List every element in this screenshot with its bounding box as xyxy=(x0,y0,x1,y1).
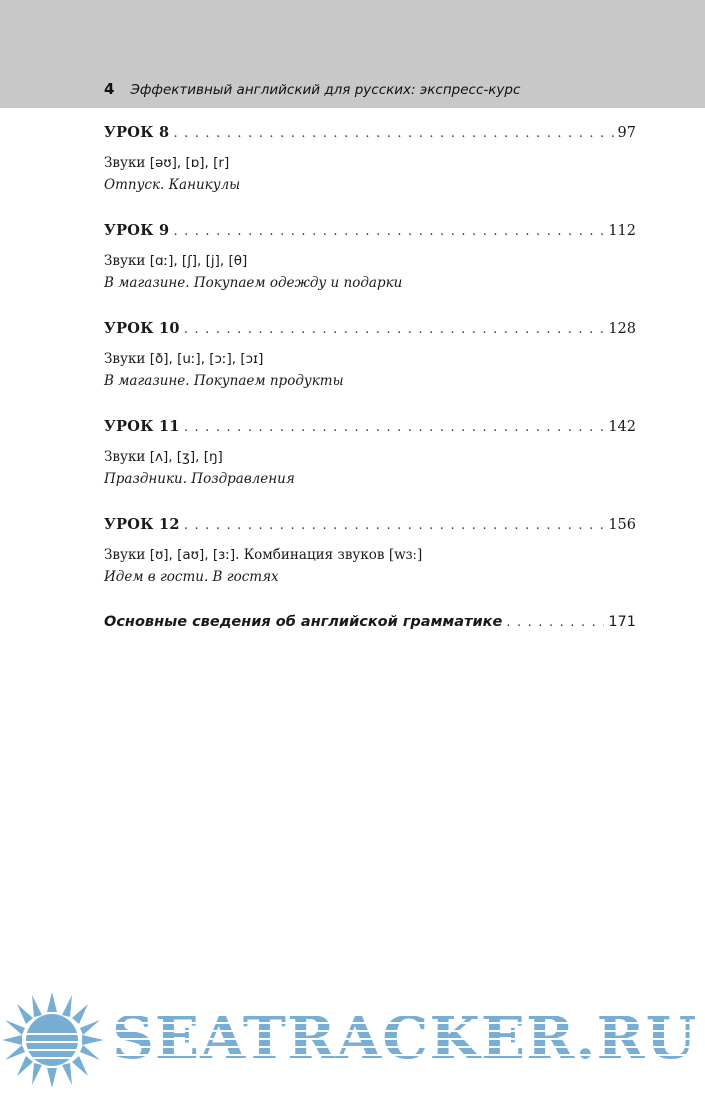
page-header xyxy=(0,0,705,108)
sounds-suffix: . Комбинация звуков [wɜː] xyxy=(235,547,423,563)
lesson-sounds xyxy=(104,446,636,468)
lesson-title: УРОК 8 xyxy=(104,124,170,141)
dot-leader xyxy=(184,322,604,337)
sounds-prefix: Звуки xyxy=(104,547,146,563)
lesson-row[interactable] xyxy=(104,222,636,244)
watermark-text: SEATRACKER.RU xyxy=(112,1004,698,1072)
sun-icon xyxy=(0,990,110,1088)
table-of-contents xyxy=(104,124,636,638)
grammar-title: Основные сведения об английской грамматике xyxy=(104,614,503,630)
toc-entry-lesson-10 xyxy=(104,320,636,392)
lesson-title: УРОК 11 xyxy=(104,418,180,435)
lesson-row[interactable] xyxy=(104,418,636,440)
page-ref: 156 xyxy=(608,517,636,533)
lesson-row[interactable] xyxy=(104,516,636,538)
dot-leader xyxy=(173,126,613,141)
sounds-prefix: Звуки xyxy=(104,155,146,171)
page-ref: 128 xyxy=(608,321,636,337)
sounds-ipa: [ʊ], [aʊ], [ɜː] xyxy=(149,547,236,563)
dot-leader xyxy=(184,518,604,533)
lesson-row[interactable] xyxy=(104,320,636,342)
toc-entry-lesson-11 xyxy=(104,418,636,490)
page-ref: 112 xyxy=(608,223,636,239)
toc-entry-lesson-8 xyxy=(104,124,636,196)
sounds-ipa: [ð], [uː], [ɔː], [ɔɪ] xyxy=(149,351,264,367)
lesson-sounds xyxy=(104,348,636,370)
page-number: 4 xyxy=(104,80,115,98)
lesson-topic: В магазине. Покупаем продукты xyxy=(104,373,344,389)
lesson-title: УРОК 9 xyxy=(104,222,170,239)
sounds-prefix: Звуки xyxy=(104,351,146,367)
lesson-topic: В магазине. Покупаем одежду и подарки xyxy=(104,275,403,291)
lesson-topic: Отпуск. Каникулы xyxy=(104,177,241,193)
page-ref: 97 xyxy=(617,125,636,141)
book-title: Эффективный английский для русских: экспресс-курс xyxy=(130,82,521,98)
running-head xyxy=(104,80,520,100)
sounds-ipa: [əʊ], [ɒ], [r] xyxy=(149,155,230,171)
lesson-topic: Идем в гости. В гостях xyxy=(104,569,279,585)
lesson-sounds xyxy=(104,152,636,174)
lesson-sounds xyxy=(104,250,636,272)
toc-entry-lesson-12 xyxy=(104,516,636,588)
lesson-sounds xyxy=(104,544,636,566)
page-ref: 171 xyxy=(608,614,636,630)
page-ref: 142 xyxy=(608,419,636,435)
sounds-ipa: [ʌ], [ʒ], [ŋ] xyxy=(149,449,223,465)
watermark xyxy=(0,984,705,1094)
sounds-ipa: [ɑː], [ʃ], [j], [θ] xyxy=(149,253,248,269)
toc-entry-lesson-9 xyxy=(104,222,636,294)
dot-leader xyxy=(506,615,604,630)
lesson-row[interactable] xyxy=(104,124,636,146)
dot-leader xyxy=(173,224,604,239)
toc-entry-grammar[interactable] xyxy=(104,614,636,638)
sounds-prefix: Звуки xyxy=(104,253,146,269)
lesson-title: УРОК 10 xyxy=(104,320,180,337)
dot-leader xyxy=(184,420,604,435)
sounds-prefix: Звуки xyxy=(104,449,146,465)
lesson-topic: Праздники. Поздравления xyxy=(104,471,295,487)
lesson-title: УРОК 12 xyxy=(104,516,180,533)
